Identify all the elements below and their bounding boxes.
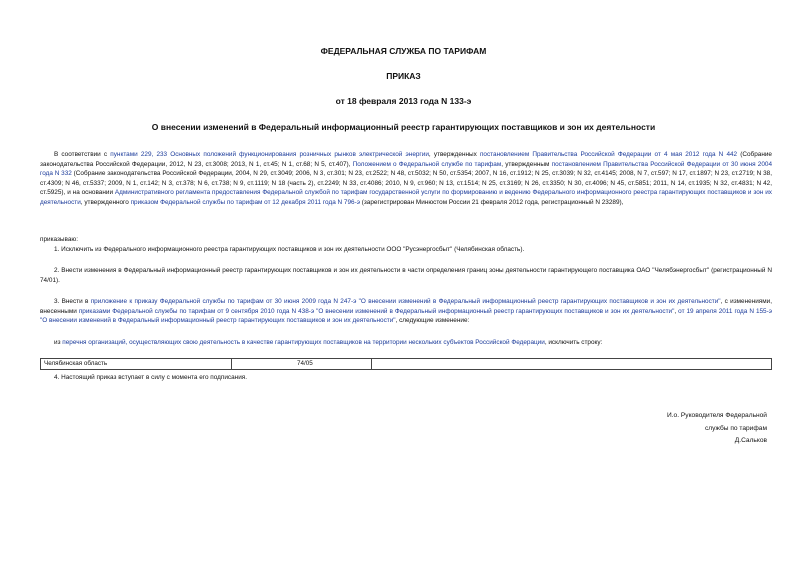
body-text: , утвержденных bbox=[428, 151, 480, 158]
item-3-sub bbox=[40, 338, 772, 348]
doc-type: ПРИКАЗ bbox=[386, 71, 421, 81]
body-text: из bbox=[54, 339, 63, 346]
signature-position: И.о. Руководителя Федеральной bbox=[666, 412, 767, 419]
doc-title: О внесении изменений в Федеральный информационный реестр гарантирующих поставщиков и зон их деятельности bbox=[151, 122, 656, 132]
agency-name: ФЕДЕРАЛЬНАЯ СЛУЖБА ПО ТАРИФАМ bbox=[320, 46, 487, 56]
document-link[interactable]: пунктами 229, 233 Основных положений функционирования розничных рынков электрической энергии bbox=[110, 151, 429, 158]
body-text: , исключить строку: bbox=[544, 339, 603, 346]
document-link[interactable]: приказами Федеральной службы по тарифам от 9 сентября 2010 года N 438-э "О внесении изменений в Федеральный информационный реестр гарантирующих поставщиков и зон их деятельности" bbox=[78, 307, 675, 315]
document-link[interactable]: приказом Федеральной службы по тарифам от 12 декабря 2011 года N 796-э bbox=[130, 198, 360, 206]
body-text: , утвержденного bbox=[80, 198, 131, 206]
body-text: , с изменениями, внесенными bbox=[40, 298, 772, 315]
table-cell-code: 74/05 bbox=[297, 360, 313, 367]
document-link[interactable]: перечня организаций, осуществляющих свою деятельность в качестве гарантирующих поставщиков на территории нескольких субъектов Российской Федерации bbox=[62, 339, 545, 346]
body-text: (зарегистрирован Минюстом России 21 февраля 2012 года, регистрационный N 23289), bbox=[359, 198, 624, 206]
table-divider bbox=[371, 359, 372, 369]
body-text: , утвержденным bbox=[501, 160, 552, 168]
document-link[interactable]: Положением о Федеральной службе по тарифам bbox=[352, 160, 502, 168]
body-text: (Собрание законодательства Российской Федерации, 2012, N 23, ст.3008; 2013, N 1, ст.45; N 1, ст.68; N 5, ст.407), bbox=[40, 151, 772, 168]
excluded-row-table bbox=[40, 358, 772, 370]
signature-name: Д.Сальков bbox=[734, 437, 767, 444]
body-text: (Собрание законодательства Российской Федерации, 2004, N 29, ст.3049; 2006, N 3, ст.301; N 23, ст.2522; N 48, ст.5032; N 50, ст.5354; 2007, N 16, ст.1912; N 25, ст.3039; N 32, ст.4145; 2008, N 7, ст.597; N 17, ст.1897; N 23, ст.2719; N 38, ст.4309; N 46, ст.5337; 2009, N 1, ст.142; N 3, ст.378; N 6, ст.738; N 9, ст.1119; N 18 (часть 2), ст.2249; N 33, ст.4086; 2010, N 9, ст.960; N 13, ст.1514; N 25, ст.3169; N 26, ст.3350; N 30, ст.4096; N 45, ст.5851; 2011, N 14, ст.1935; N 32, ст.4831; N 42, ст.5925), и на основании bbox=[40, 170, 773, 196]
document-link[interactable]: приложение к приказу Федеральной службы по тарифам от 30 июня 2009 года N 247-э "О внесении изменений в Федеральный информационный реестр гарантирующих поставщиков и зон их деятельности" bbox=[90, 298, 721, 305]
document-link[interactable]: постановлением Правительства Российской Федерации от 4 мая 2012 года N 442 bbox=[479, 151, 738, 158]
table-cell-region: Челябинская область bbox=[44, 360, 108, 367]
item-4: 4. Настоящий приказ вступает в силу с момента его подписания. bbox=[54, 374, 248, 381]
doc-date-number: от 18 февраля 2013 года N 133-э bbox=[335, 96, 472, 106]
document-link[interactable]: Административного регламента предоставления Федеральной службой по тарифам государственной услуги по формированию и ведению Федерального информационного реестра гарантирующих поставщиков и зон их деятельности bbox=[40, 189, 772, 206]
orders-word: приказываю: bbox=[40, 236, 78, 243]
signature-agency: службы по тарифам bbox=[704, 425, 767, 432]
body-text: , bbox=[674, 307, 679, 315]
item-1: 1. Исключить из Федерального информационного реестра гарантирующих поставщиков и зон их деятельности ООО "Русэнергосбыт" (Челябинская область). bbox=[54, 246, 525, 253]
document-link[interactable]: от 19 апреля 2011 года N 155-э "О внесении изменений в Федеральный информационный реестр гарантирующих поставщиков и зон их деятельности" bbox=[40, 307, 772, 324]
table-divider bbox=[231, 359, 232, 369]
body-text: 3. Внести в bbox=[54, 298, 91, 305]
body-text: В соответствии с bbox=[54, 151, 111, 158]
document-link[interactable]: постановлением Правительства Российской Федерации от 30 июня 2004 года N 332 bbox=[40, 160, 772, 177]
item-3 bbox=[40, 297, 772, 326]
preamble-paragraph bbox=[40, 150, 772, 207]
body-text: , следующие изменение: bbox=[395, 317, 470, 324]
item-2: 2. Внести изменения в Федеральный информационный реестр гарантирующих поставщиков и зон их деятельности в части определения границ зоны деятельности гарантирующего поставщика ОАО "Челябэнергосбыт" (регистрационный N 74/01). bbox=[40, 267, 772, 284]
